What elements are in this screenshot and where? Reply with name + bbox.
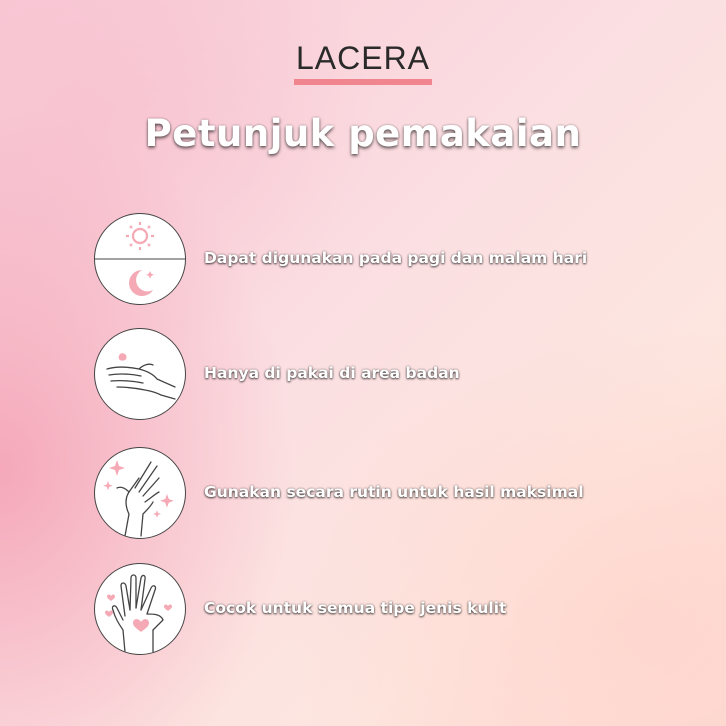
instruction-item-day-night [94,213,714,305]
brand-logo [0,40,726,79]
instruction-item-body-area [94,328,714,420]
hand-sparkle-icon [94,447,186,539]
brand-name: LACERA [295,40,431,76]
instruction-text: Dapat digunakan pada pagi dan malam hari [204,249,588,267]
hand-heart-icon [94,563,186,655]
sun-moon-icon [94,213,186,305]
hand-drop-icon [94,328,186,420]
instruction-item-all-skin [94,563,714,655]
page-title: Petunjuk pemakaian [144,112,582,155]
brand-underline [294,79,432,85]
instruction-text: Hanya di pakai di area badan [204,364,460,382]
instruction-item-routine [94,447,714,539]
instruction-text: Cocok untuk semua tipe jenis kulit [204,599,507,617]
instruction-text: Gunakan secara rutin untuk hasil maksimal [204,483,584,501]
